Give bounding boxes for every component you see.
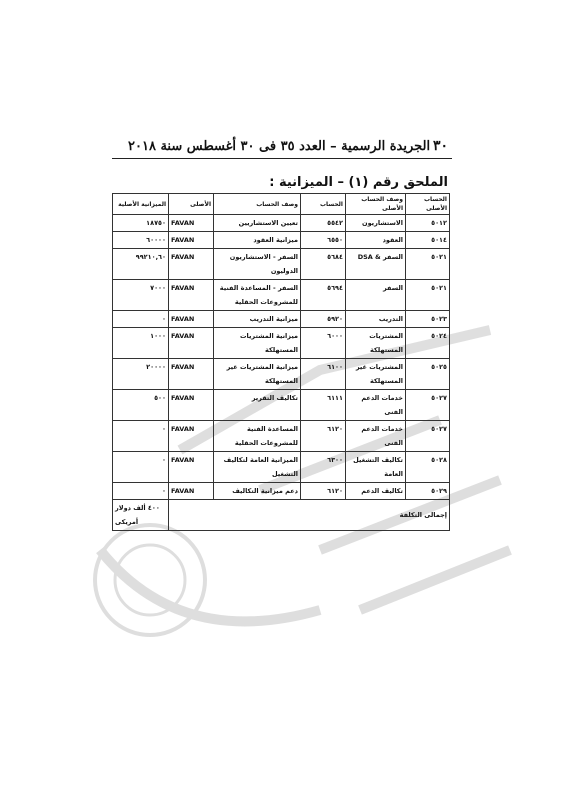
account-cell: ٥٩٢٠ [301,311,346,328]
column-header: وصف الحساب الأصلى [346,194,406,215]
budget-cell: ٩٩٢١٠,٦٠ [113,249,169,280]
original-description-cell: المشتريات غير المستهلكة [346,359,406,390]
column-header: الحساب [301,194,346,215]
original-description-cell: التدريب [346,311,406,328]
header-rule [112,158,452,159]
account-cell: ٦٥٥٠ [301,232,346,249]
fund-cell: FAVAN [169,215,214,232]
original-description-cell: خدمات الدعم الفنى [346,390,406,421]
fund-cell: FAVAN [169,390,214,421]
total-value: ٤٠٠ ألف دولار أمريكى [113,500,169,531]
description-cell: المساعدة الفنية للمشروعات الحقلية [214,421,301,452]
original-account-cell: ٥٠٢٩ [406,483,450,500]
page-number: ٣٠ [432,138,448,154]
account-cell: ٦١٢٠ [301,421,346,452]
fund-cell: FAVAN [169,249,214,280]
original-description-cell: السفر & DSA [346,249,406,280]
table-row [113,280,450,311]
original-description-cell: المشتريات المستهلكة [346,328,406,359]
budget-cell: ٢٠٠٠٠ [113,359,169,390]
budget-cell: ٠ [113,483,169,500]
table-row [113,483,450,500]
table-row [113,452,450,483]
table-row [113,359,450,390]
table-row [113,421,450,452]
table-row [113,215,450,232]
original-account-cell: ٥٠٢٨ [406,452,450,483]
account-cell: ٦٣٠٠ [301,452,346,483]
table-row [113,328,450,359]
original-account-cell: ٥٠٢٤ [406,328,450,359]
description-cell: ميزانية المشتريات غير المستهلكة [214,359,301,390]
account-cell: ٥٦٩٤ [301,280,346,311]
description-cell: تكاليف التقرير [214,390,301,421]
original-account-cell: ٥٠٢١ [406,280,450,311]
fund-cell: FAVAN [169,359,214,390]
original-description-cell: العقود [346,232,406,249]
original-account-cell: ٥٠١٢ [406,215,450,232]
description-cell: الميزانية العامة لتكاليف التشغيل [214,452,301,483]
original-account-cell: ٥٠٢١ [406,249,450,280]
page-header [128,136,448,156]
original-description-cell: تكاليف الدعم [346,483,406,500]
column-header: الحساب الأصلى [406,194,450,215]
fund-cell: FAVAN [169,483,214,500]
original-description-cell: السفر [346,280,406,311]
fund-cell: FAVAN [169,452,214,483]
fund-cell: FAVAN [169,280,214,311]
table-header-row [113,194,450,215]
description-cell: ميزانية التدريب [214,311,301,328]
description-cell: ميزانية المشتريات المستهلكة [214,328,301,359]
original-account-cell: ٥٠١٤ [406,232,450,249]
original-account-cell: ٥٠٢٧ [406,421,450,452]
account-cell: ٦١١١ [301,390,346,421]
budget-cell: ٠ [113,452,169,483]
original-account-cell: ٥٠٢٥ [406,359,450,390]
budget-cell: ٠ [113,421,169,452]
account-cell: ٦١٢٠ [301,483,346,500]
original-description-cell: الاستشاريون [346,215,406,232]
budget-table [112,193,450,531]
original-account-cell: ٥٠٢٣ [406,311,450,328]
budget-cell: ٥٠٠ [113,390,169,421]
section-title: الملحق رقم (١) – الميزانية : [269,175,448,190]
table-row [113,390,450,421]
original-account-cell: ٥٠٢٧ [406,390,450,421]
description-cell: ميزانية العقود [214,232,301,249]
column-header: الأصلى [169,194,214,215]
fund-cell: FAVAN [169,421,214,452]
account-cell: ٥٦٨٤ [301,249,346,280]
account-cell: ٦١٠٠ [301,359,346,390]
fund-cell: FAVAN [169,232,214,249]
total-label: إجمالى التكلفة [169,500,450,531]
column-header: الميزانية الأصلية [113,194,169,215]
table-row [113,249,450,280]
original-description-cell: خدمات الدعم الفنى [346,421,406,452]
budget-cell: ٠ [113,311,169,328]
budget-cell: ٧٠٠٠ [113,280,169,311]
description-cell: السفر - الاستشاريون الدوليون [214,249,301,280]
account-cell: ٦٠٠٠ [301,328,346,359]
description-cell: السفر - المساعدة الفنية للمشروعات الحقلية [214,280,301,311]
fund-cell: FAVAN [169,311,214,328]
total-row [113,500,450,531]
budget-cell: ١٨٧٥٠ [113,215,169,232]
column-header: وصف الحساب [214,194,301,215]
description-cell: تعيين الاستشاريين [214,215,301,232]
gazette-header-title: الجريدة الرسمية – العدد ٣٥ فى ٣٠ أغسطس سنة ٢٠١٨ [128,138,431,154]
account-cell: ٥٥٤٢ [301,215,346,232]
fund-cell: FAVAN [169,328,214,359]
budget-cell: ٦٠٠٠٠ [113,232,169,249]
table-row [113,232,450,249]
original-description-cell: تكاليف التشغيل العامة [346,452,406,483]
budget-cell: ١٠٠٠ [113,328,169,359]
description-cell: دعم ميزانية التكاليف [214,483,301,500]
table-row [113,311,450,328]
